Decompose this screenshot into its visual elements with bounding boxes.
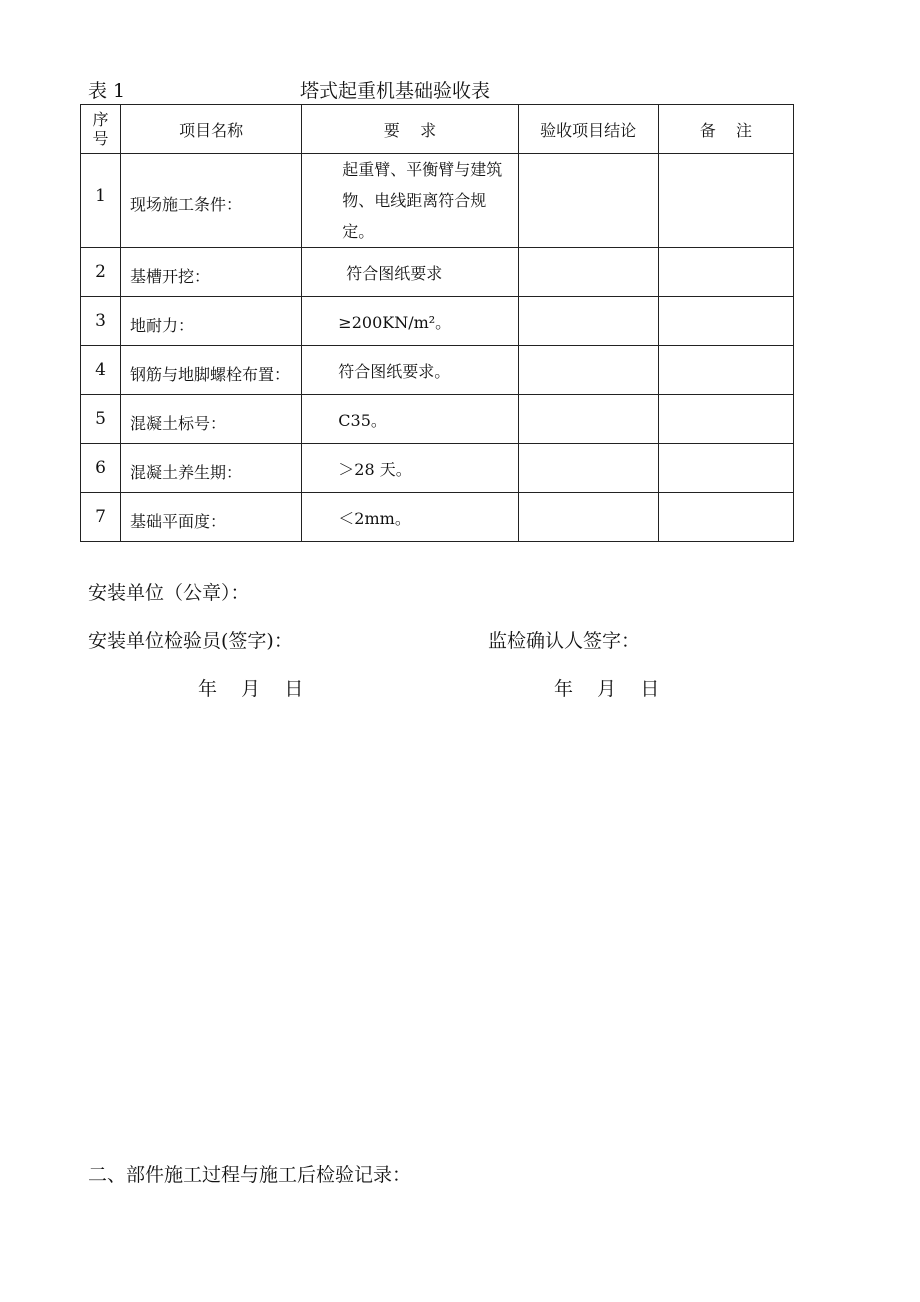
row-name: 现场施工条件：: [121, 154, 302, 248]
row-result: [518, 297, 658, 346]
row-name: 基础平面度：: [121, 493, 302, 542]
row-note: [658, 297, 793, 346]
row-seq: 7: [81, 493, 121, 542]
header-requirement: 要 求: [302, 105, 518, 154]
row-requirement: ＞28 天。: [302, 444, 518, 493]
acceptance-table: [80, 104, 794, 542]
row-note: [658, 248, 793, 297]
row-note: [658, 395, 793, 444]
date-right: 年 月 日: [554, 678, 660, 700]
row-result: [518, 444, 658, 493]
row-seq: 1: [81, 154, 121, 248]
row-result: [518, 346, 658, 395]
row-name: 基槽开挖：: [121, 248, 302, 297]
install-unit-seal-label: 安装单位（公章）：: [88, 582, 250, 604]
row-seq: 3: [81, 297, 121, 346]
table-row: [81, 493, 794, 542]
table-caption-label: 表 1: [88, 80, 126, 102]
row-seq: 2: [81, 248, 121, 297]
row-seq: 6: [81, 444, 121, 493]
row-requirement: C35。: [302, 395, 518, 444]
row-result: [518, 395, 658, 444]
row-name: 混凝土养生期：: [121, 444, 302, 493]
table-row: [81, 444, 794, 493]
supervisor-sign-label: 监检确认人签字：: [488, 630, 641, 652]
row-name: 地耐力：: [121, 297, 302, 346]
header-name: 项目名称: [121, 105, 302, 154]
table-row: [81, 395, 794, 444]
row-note: [658, 493, 793, 542]
row-result: [518, 154, 658, 248]
table-row: [81, 346, 794, 395]
section-2-title: 二、部件施工过程与施工后检验记录：: [88, 1164, 412, 1186]
row-note: [658, 154, 793, 248]
install-inspector-sign-label: 安装单位检验员(签字)：: [88, 630, 293, 652]
header-result: 验收项目结论: [518, 105, 658, 154]
row-requirement: ＜2mm。: [302, 493, 518, 542]
table-row: [81, 154, 794, 248]
table-header-row: [81, 105, 794, 154]
row-seq: 5: [81, 395, 121, 444]
row-requirement: 符合图纸要求。: [302, 346, 518, 395]
date-left: 年 月 日: [198, 678, 304, 700]
row-note: [658, 346, 793, 395]
row-requirement: 起重臂、平衡臂与建筑物、电线距离符合规定。: [302, 154, 518, 248]
row-requirement: ≥200KN/m²。: [302, 297, 518, 346]
row-note: [658, 444, 793, 493]
table-title: 塔式起重机基础验收表: [300, 80, 491, 102]
header-note: 备 注: [658, 105, 793, 154]
header-seq: 序号: [81, 105, 121, 154]
row-result: [518, 248, 658, 297]
row-requirement: 符合图纸要求: [302, 248, 518, 297]
row-name: 钢筋与地脚螺栓布置：: [121, 346, 302, 395]
row-result: [518, 493, 658, 542]
row-name: 混凝土标号：: [121, 395, 302, 444]
row-seq: 4: [81, 346, 121, 395]
table-row: [81, 297, 794, 346]
table-row: [81, 248, 794, 297]
